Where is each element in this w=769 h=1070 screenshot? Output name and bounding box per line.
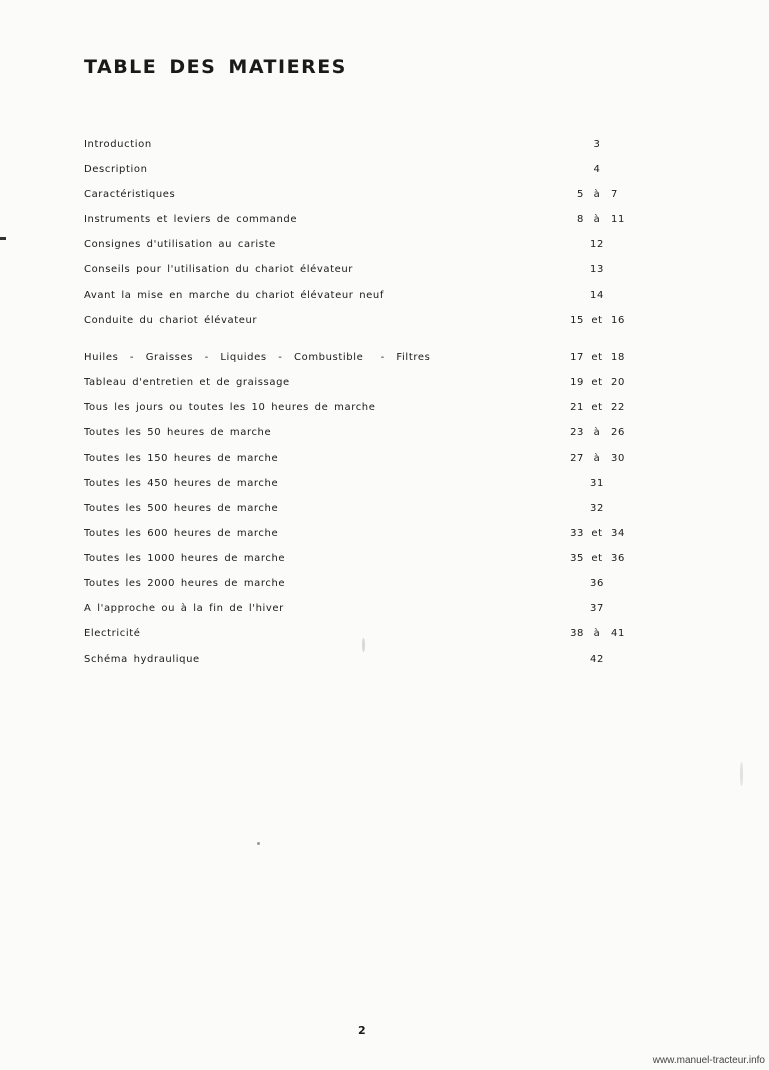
toc-entry — [0, 427, 769, 445]
toc-entry — [0, 290, 769, 308]
toc-entry-page-from: 15 — [570, 315, 584, 326]
toc-entry-page-from: 27 — [570, 453, 584, 464]
toc-entry-label: A l'approche ou à la fin de l'hiver — [84, 603, 284, 614]
toc-entry-page-to: 22 — [611, 402, 625, 413]
toc-entry-page-from: 35 — [570, 553, 584, 564]
toc-entry-page-from: 5 — [577, 189, 584, 200]
toc-entry-page: 3 — [593, 139, 601, 150]
toc-entry-range-separator: et — [591, 377, 603, 388]
toc-entry-page-to: 30 — [611, 453, 625, 464]
toc-entry-page-to: 26 — [611, 427, 625, 438]
toc-entry-page-from: 38 — [570, 628, 584, 639]
toc-entry-range-separator: et — [591, 553, 603, 564]
toc-entry-label: Tableau d'entretien et de graissage — [84, 377, 290, 388]
toc-entry — [0, 402, 769, 420]
toc-entry-page-from: 8 — [577, 214, 584, 225]
toc-entry-range-separator: à — [593, 453, 601, 464]
toc-entry-label: Huiles - Graisses - Liquides - Combustible - Filtres — [84, 352, 431, 363]
toc-entry-label: Conseils pour l'utilisation du chariot élévateur — [84, 264, 354, 275]
toc-entry-label: Toutes les 600 heures de marche — [84, 528, 279, 539]
toc-entry-label: Consignes d'utilisation au cariste — [84, 239, 276, 250]
toc-entry-page: 4 — [593, 164, 601, 175]
toc-entry-label: Introduction — [84, 139, 152, 150]
page-number: 2 — [358, 1024, 366, 1037]
toc-entry-label: Toutes les 500 heures de marche — [84, 503, 279, 514]
toc-entry-page: 36 — [590, 578, 604, 589]
toc-entry — [0, 164, 769, 182]
toc-entry-page: 31 — [590, 478, 604, 489]
toc-entry-range-separator: et — [591, 402, 603, 413]
toc-entry-range-separator: à — [593, 214, 601, 225]
toc-entry — [0, 503, 769, 521]
toc-entry-label: Schéma hydraulique — [84, 654, 200, 665]
toc-entry-label: Toutes les 150 heures de marche — [84, 453, 279, 464]
watermark: www.manuel-tracteur.info — [652, 1055, 765, 1066]
toc-entry-label: Tous les jours ou toutes les 10 heures de marche — [84, 402, 376, 413]
toc-entry-range-separator: et — [591, 528, 603, 539]
toc-entry-label: Description — [84, 164, 148, 175]
toc-entry-label: Instruments et leviers de commande — [84, 214, 298, 225]
toc-entry — [0, 578, 769, 596]
toc-entry-range-separator: et — [591, 352, 603, 363]
toc-entry-label: Caractéristiques — [84, 189, 176, 200]
toc-entry-page-to: 36 — [611, 553, 625, 564]
toc-entry — [0, 239, 769, 257]
toc-entry-label: Electricité — [84, 628, 141, 639]
page-title: TABLE DES MATIERES — [84, 56, 347, 78]
toc-entry-page: 42 — [590, 654, 604, 665]
toc-entry — [0, 189, 769, 207]
toc-entry-page: 14 — [590, 290, 604, 301]
toc-entry-page: 13 — [590, 264, 604, 275]
toc-entry — [0, 628, 769, 646]
toc-entry — [0, 654, 769, 672]
toc-entry — [0, 377, 769, 395]
toc-entry — [0, 352, 769, 370]
toc-entry-label: Conduite du chariot élévateur — [84, 315, 258, 326]
toc-entry-page-from: 23 — [570, 427, 584, 438]
toc-entry-page-from: 19 — [570, 377, 584, 388]
toc-entry-page-to: 7 — [611, 189, 618, 200]
toc-entry-page-to: 34 — [611, 528, 625, 539]
toc-entry — [0, 528, 769, 546]
toc-entry-range-separator: à — [593, 427, 601, 438]
toc-entry-range-separator: à — [593, 628, 601, 639]
toc-entry-label: Toutes les 50 heures de marche — [84, 427, 272, 438]
toc-entry-page-to: 20 — [611, 377, 625, 388]
toc-entry-page: 12 — [590, 239, 604, 250]
toc-entry-page: 37 — [590, 603, 604, 614]
toc-entry-label: Avant la mise en marche du chariot élévateur neuf — [84, 290, 384, 301]
toc-entry — [0, 553, 769, 571]
toc-entry — [0, 603, 769, 621]
toc-entry-page: 32 — [590, 503, 604, 514]
toc-entry-label: Toutes les 1000 heures de marche — [84, 553, 286, 564]
toc-entry-page-from: 17 — [570, 352, 584, 363]
toc-entry-page-to: 11 — [611, 214, 625, 225]
toc-entry-page-from: 33 — [570, 528, 584, 539]
toc-entry — [0, 139, 769, 157]
toc-entry-page-to: 41 — [611, 628, 625, 639]
toc-entry — [0, 264, 769, 282]
toc-entry-label: Toutes les 450 heures de marche — [84, 478, 279, 489]
toc-entry-label: Toutes les 2000 heures de marche — [84, 578, 286, 589]
toc-entry-page-to: 18 — [611, 352, 625, 363]
toc-entry — [0, 214, 769, 232]
toc-entry-range-separator: et — [591, 315, 603, 326]
toc-entry-range-separator: à — [593, 189, 601, 200]
toc-entry — [0, 315, 769, 333]
toc-entry — [0, 453, 769, 471]
toc-entry-page-to: 16 — [611, 315, 625, 326]
toc-entry-page-from: 21 — [570, 402, 584, 413]
toc-entry — [0, 478, 769, 496]
